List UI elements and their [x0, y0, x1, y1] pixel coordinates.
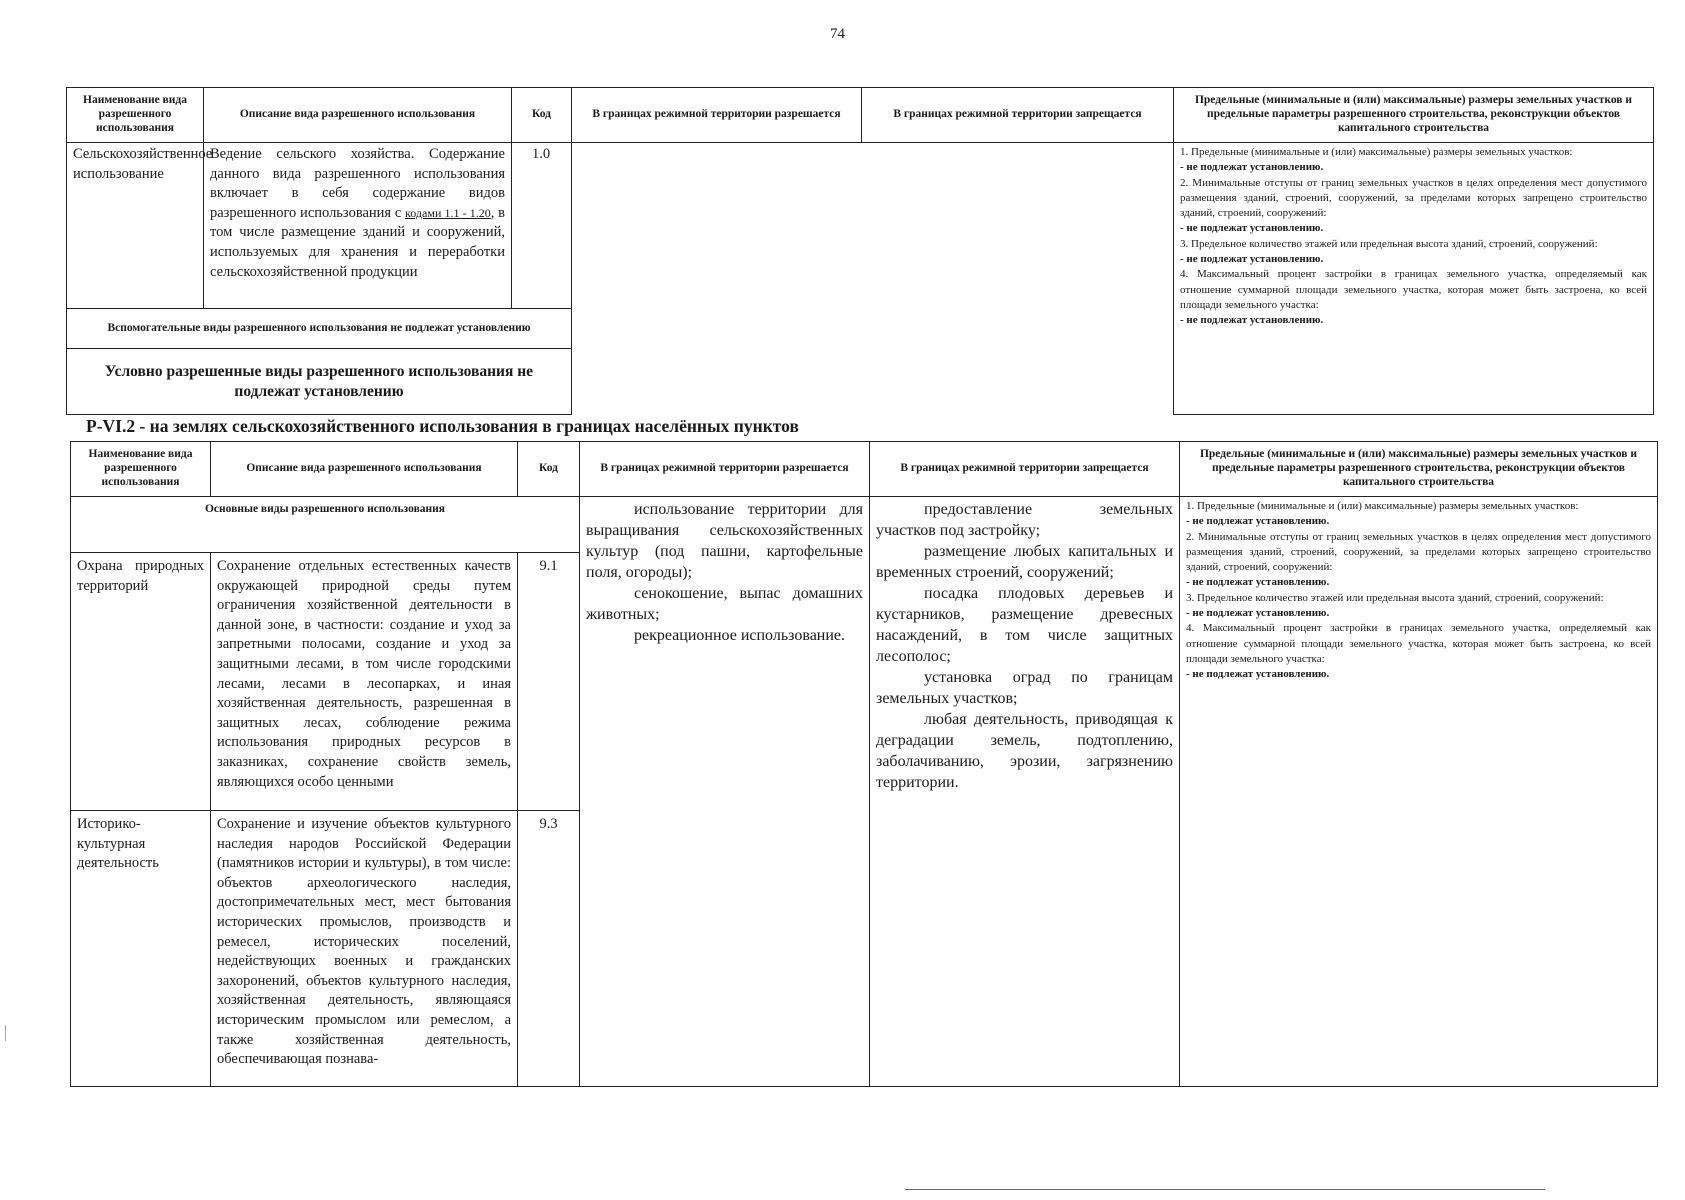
- forbidden-cell-empty: [862, 143, 1174, 415]
- scan-edge-line: [905, 1189, 1545, 1190]
- forbidden-item: предоставление земельных участков под застройку;: [876, 501, 1173, 539]
- header-limits-2: Предельные (минимальные и (или) максимальные) размеры земельных участков и предельные параметры разрешенного строительства, реконструкции объектов капитального строительства: [1180, 442, 1658, 497]
- param-4: 4. Максимальный процент застройки в границах земельного участка, определяемый как отношение суммарной площади земельного участка, которая может быть застроена, ко всей площади земельного участка:: [1186, 622, 1651, 665]
- forbidden-cell: [870, 497, 1180, 1087]
- header-name: Наименование вида разрешенного использования: [67, 88, 204, 143]
- use-code-cell: 9.3: [518, 811, 580, 1087]
- main-types-label: Основные виды разрешенного использования: [71, 497, 580, 553]
- page-number: 74: [830, 26, 845, 42]
- use-description-cell: Сохранение и изучение объектов культурного наследия народов Российской Федерации (памятников истории и культуры), в том числе: объектов археологического наследия, достопримечательных мест, мест бытования исторических промыслов, производств и ремесел, исторических поселений, недействующих военных и гражданских захоронений, объектов культурного наследия, хозяйственная деятельность, являющаяся историческим промыслом или ремеслом, а также хозяйственная деятельность, обеспечивающая познава-: [211, 811, 518, 1087]
- param-3-value: - не подлежат установлению.: [1186, 607, 1330, 620]
- forbidden-item: посадка плодовых деревьев и кустарников, размещение древесных насаждений, в том числе защитных лесополос;: [876, 585, 1173, 665]
- header-description-2: Описание вида разрешенного использования: [211, 442, 518, 497]
- limits-cell-1: [1174, 143, 1654, 415]
- description-text-2: , в том числе размещение зданий и сооружений, используемых для хранения и переработки сельскохозяйственной продукции: [210, 204, 505, 280]
- header-name-2: Наименование вида разрешенного использования: [71, 442, 211, 497]
- use-name-cell: Охрана природных территорий: [71, 553, 211, 811]
- param-3: 3. Предельное количество этажей или предельная высота зданий, строений, сооружений:: [1180, 237, 1598, 250]
- description-text-1: Ведение сельского хозяйства. Содержание данного вида разрешенного использования включает в себя содержание видов разрешенного использования с: [210, 146, 505, 221]
- param-1: 1. Предельные (минимальные и (или) максимальные) размеры земельных участков:: [1186, 500, 1579, 512]
- forbidden-item: размещение любых капитальных и временных строений, сооружений;: [876, 543, 1173, 581]
- param-4-value: - не подлежат установлению.: [1186, 668, 1330, 681]
- allowed-item: рекреационное использование.: [634, 627, 846, 644]
- param-1-value: - не подлежат установлению.: [1186, 515, 1330, 528]
- header-forbidden: В границах режимной территории запрещается: [862, 88, 1174, 143]
- use-code-cell: 1.0: [512, 143, 572, 309]
- allowed-cell-empty: [572, 143, 862, 415]
- header-description: Описание вида разрешенного использования: [204, 88, 512, 143]
- use-code-cell: 9.1: [518, 553, 580, 811]
- use-name-cell: Историко-культурная деятельность: [71, 811, 211, 1087]
- param-3-value: - не подлежат установлению.: [1180, 253, 1324, 266]
- header-code: Код: [512, 88, 572, 143]
- header-allowed-2: В границах режимной территории разрешается: [580, 442, 870, 497]
- header-forbidden-2: В границах режимной территории запрещается: [870, 442, 1180, 497]
- limits-cell-2: [1180, 497, 1658, 1087]
- param-2-value: - не подлежат установлению.: [1186, 576, 1330, 589]
- header-code-2: Код: [518, 442, 580, 497]
- use-description-cell: Сохранение отдельных естественных качеств окружающей природной среды путем ограничения хозяйственной деятельности в данной зоне, в частности: создание и уход за запретными полосами, создание и уход за защитными лесами, в том числе городскими лесами, лесами в лесопарках, и иная хозяйственная деятельность, разрешенная в защитных лесах, соблюдение режима использования природных ресурсов в заказниках, сохранение свойств земель, являющихся особо ценными: [211, 553, 518, 811]
- header-limits: Предельные (минимальные и (или) максимальные) размеры земельных участков и предельные параметры разрешенного строительства, реконструкции объектов капитального строительства: [1174, 88, 1654, 143]
- scan-mark: [5, 1025, 6, 1041]
- forbidden-item: любая деятельность, приводящая к деградации земель, подтоплению, заболачиванию, эрозии, загрязнению территории.: [876, 711, 1173, 791]
- zoning-table-2: [70, 441, 1658, 1087]
- allowed-item: использование территории для выращивания сельскохозяйственных культур (под пашни, картофельные поля, огороды);: [586, 501, 863, 581]
- param-4: 4. Максимальный процент застройки в границах земельного участка, определяемый как отношение суммарной площади земельного участка, которая может быть застроена, ко всей площади земельного участка:: [1180, 268, 1647, 311]
- conditional-types-note: Условно разрешенные виды разрешенного использования не подлежат установлению: [67, 349, 572, 415]
- section-title: Р-VI.2 - на землях сельскохозяйственного использования в границах населённых пунктов: [86, 416, 799, 436]
- forbidden-item: установка оград по границам земельных участков;: [876, 669, 1173, 707]
- param-1: 1. Предельные (минимальные и (или) максимальные) размеры земельных участков:: [1180, 146, 1573, 158]
- zoning-table-1: [66, 87, 1654, 415]
- allowed-item: сенокошение, выпас домашних животных;: [586, 585, 863, 623]
- codes-link[interactable]: кодами 1.1 - 1.20: [405, 205, 491, 220]
- param-1-value: - не подлежат установлению.: [1180, 161, 1324, 174]
- param-2: 2. Минимальные отступы от границ земельных участков в целях определения мест допустимого размещения зданий, строений, сооружений, за пределами которых запрещено строительство зданий, строений, сооружений:: [1180, 176, 1647, 220]
- param-3: 3. Предельное количество этажей или предельная высота зданий, строений, сооружений:: [1186, 591, 1604, 604]
- use-name-cell: Сельскохозяйственное использование: [67, 143, 204, 309]
- header-allowed: В границах режимной территории разрешается: [572, 88, 862, 143]
- use-description-cell: [204, 143, 512, 309]
- param-4-value: - не подлежат установлению.: [1180, 314, 1324, 327]
- param-2: 2. Минимальные отступы от границ земельных участков в целях определения мест допустимого размещения зданий, строений, сооружений, за пределами которых запрещено строительство зданий, строений, сооружений:: [1186, 530, 1651, 574]
- param-2-value: - не подлежат установлению.: [1180, 222, 1324, 235]
- allowed-cell: [580, 497, 870, 1087]
- auxiliary-types-note: Вспомогательные виды разрешенного использования не подлежат установлению: [67, 309, 572, 349]
